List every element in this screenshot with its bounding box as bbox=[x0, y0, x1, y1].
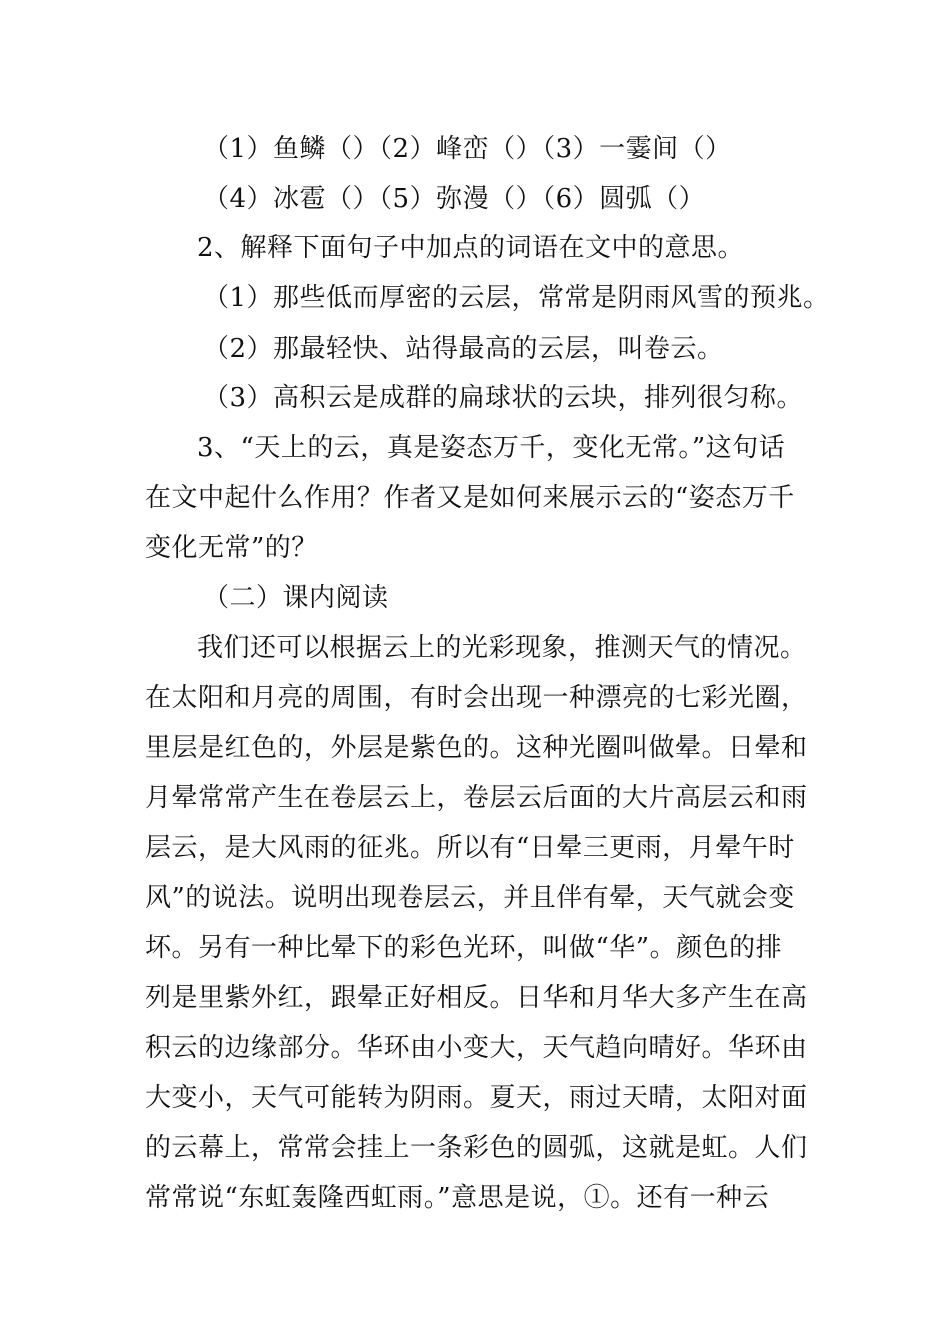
passage-line-10: 大变小，天气可能转为阴雨。夏天，雨过天晴，太阳对面 bbox=[145, 1083, 808, 1113]
passage-line-7: 坏。另有一种比晕下的彩色光环，叫做“华”。颜色的排 bbox=[145, 933, 783, 963]
text-line-question-2: 2、解释下面句子中加点的词语在文中的意思。 bbox=[197, 233, 745, 263]
passage-line-4: 月晕常常产生在卷层云上，卷层云后面的大片高层云和雨 bbox=[145, 783, 808, 813]
passage-line-11: 的云幕上，常常会挂上一条彩色的圆弧，这就是虹。人们 bbox=[145, 1133, 808, 1163]
passage-line-1: 我们还可以根据云上的光彩现象，推测天气的情况。 bbox=[197, 633, 807, 663]
text-line-question-3-c: 变化无常”的？ bbox=[145, 533, 318, 563]
text-line-question-2-item-1: （1）那些低而厚密的云层，常常是阴雨风雪的预兆。 bbox=[203, 283, 830, 313]
text-line-vocab-1: （1）鱼鳞（）（2）峰峦（）（3）一霎间（） bbox=[203, 134, 732, 164]
text-line-question-2-item-3: （3）高积云是成群的扁球状的云块，排列很匀称。 bbox=[203, 383, 804, 413]
passage-line-2: 在太阳和月亮的周围，有时会出现一种漂亮的七彩光圈， bbox=[145, 683, 808, 713]
passage-line-6: 风”的说法。说明出现卷层云，并且伴有晕，天气就会变 bbox=[145, 883, 795, 913]
text-line-question-2-item-2: （2）那最轻快、站得最高的云层，叫卷云。 bbox=[203, 334, 724, 364]
section-heading: （二）课内阅读 bbox=[203, 583, 389, 613]
passage-line-8: 列是里紫外红，跟晕正好相反。日华和月华大多产生在高 bbox=[145, 983, 808, 1013]
text-line-vocab-2: （4）冰雹（）（5）弥漫（）（6）圆弧（） bbox=[203, 184, 706, 214]
passage-line-12: 常常说“东虹轰隆西虹雨。”意思是说，①。还有一种云 bbox=[145, 1183, 770, 1213]
passage-line-5: 层云，是大风雨的征兆。所以有“日晕三更雨，月晕午时 bbox=[145, 833, 795, 863]
passage-line-9: 积云的边缘部分。华环由小变大，天气趋向晴好。华环由 bbox=[145, 1033, 808, 1063]
text-line-question-3-a: 3、“天上的云，真是姿态万千，变化无常。”这句话 bbox=[197, 433, 786, 463]
text-line-question-3-b: 在文中起什么作用？作者又是如何来展示云的“姿态万千 bbox=[145, 483, 795, 513]
passage-line-3: 里层是红色的，外层是紫色的。这种光圈叫做晕。日晕和 bbox=[145, 733, 808, 763]
